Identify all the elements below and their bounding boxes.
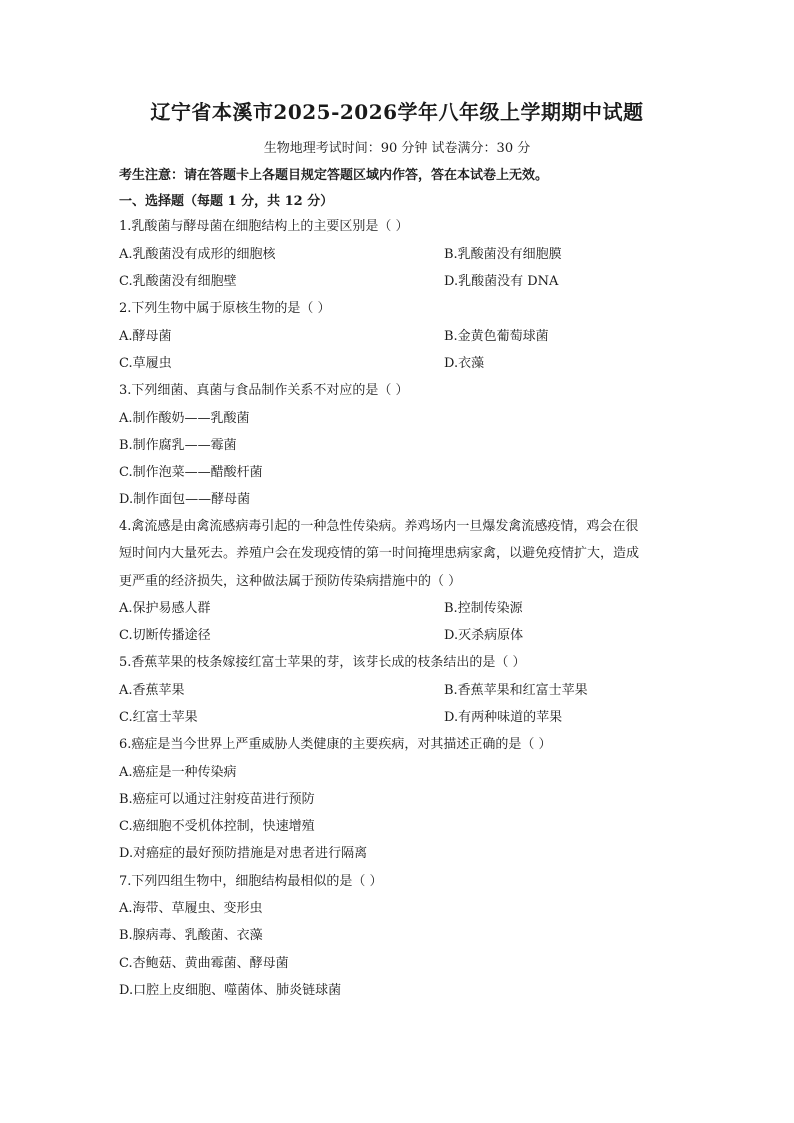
question-5-option-a: A.香蕉苹果 bbox=[119, 683, 185, 698]
exam-title: 辽宁省本溪市2025-2026学年八年级上学期期中试题 bbox=[150, 100, 644, 124]
question-7-option-a: A.海带、草履虫、变形虫 bbox=[119, 901, 263, 916]
question-4-option-d: D.灭杀病原体 bbox=[444, 628, 524, 643]
question-2-stem: 2.下列生物中属于原核生物的是（ ） bbox=[119, 301, 331, 316]
question-5-option-b: B.香蕉苹果和红富士苹果 bbox=[444, 683, 588, 698]
question-5-stem: 5.香蕉苹果的枝条嫁接红富士苹果的芽，该芽长成的枝条结出的是（ ） bbox=[119, 655, 526, 670]
question-7-option-d: D.口腔上皮细胞、噬菌体、肺炎链球菌 bbox=[119, 983, 342, 998]
question-4-stem-line-3: 更严重的经济损失，这种做法属于预防传染病措施中的（ ） bbox=[119, 574, 462, 589]
question-2-option-a: A.酵母菌 bbox=[119, 329, 172, 344]
question-6-option-b: B.癌症可以通过注射疫苗进行预防 bbox=[119, 792, 315, 807]
question-3-option-b: B.制作腐乳——霉菌 bbox=[119, 438, 237, 453]
exam-subtitle: 生物地理考试时间：90 分钟 试卷满分：30 分 bbox=[263, 141, 531, 156]
question-4-option-a: A.保护易感人群 bbox=[119, 601, 211, 616]
question-1-option-d: D.乳酸菌没有 DNA bbox=[444, 274, 559, 289]
question-7-option-b: B.腺病毒、乳酸菌、衣藻 bbox=[119, 928, 263, 943]
section-heading: 一、选择题（每题 1 分，共 12 分） bbox=[119, 194, 334, 209]
question-1-option-b: B.乳酸菌没有细胞膜 bbox=[444, 247, 562, 262]
question-4-stem-line-1: 4.禽流感是由禽流感病毒引起的一种急性传染病。养鸡场内一旦爆发禽流感疫情，鸡会在很 bbox=[119, 519, 639, 534]
question-1-option-a: A.乳酸菌没有成形的细胞核 bbox=[119, 247, 276, 262]
question-4-option-b: B.控制传染源 bbox=[444, 601, 523, 616]
question-7-option-c: C.杏鲍菇、黄曲霉菌、酵母菌 bbox=[119, 956, 289, 971]
question-3-option-d: D.制作面包——酵母菌 bbox=[119, 492, 251, 507]
question-1-option-c: C.乳酸菌没有细胞壁 bbox=[119, 274, 237, 289]
question-3-option-c: C.制作泡菜——醋酸杆菌 bbox=[119, 465, 263, 480]
question-6-option-d: D.对癌症的最好预防措施是对患者进行隔离 bbox=[119, 846, 368, 861]
exam-notice: 考生注意：请在答题卡上各题目规定答题区域内作答，答在本试卷上无效。 bbox=[119, 168, 549, 183]
question-2-option-b: B.金黄色葡萄球菌 bbox=[444, 329, 549, 344]
question-4-stem-line-2: 短时间内大量死去。养殖户会在发现疫情的第一时间掩埋患病家禽，以避免疫情扩大，造成 bbox=[119, 546, 640, 561]
question-3-option-a: A.制作酸奶——乳酸菌 bbox=[119, 411, 250, 426]
question-2-option-c: C.草履虫 bbox=[119, 356, 172, 371]
question-4-option-c: C.切断传播途径 bbox=[119, 628, 211, 643]
question-1-stem: 1.乳酸菌与酵母菌在细胞结构上的主要区别是（ ） bbox=[119, 219, 409, 234]
question-7-stem: 7.下列四组生物中，细胞结构最相似的是（ ） bbox=[119, 874, 383, 889]
question-5-option-d: D.有两种味道的苹果 bbox=[444, 710, 563, 725]
question-6-option-c: C.癌细胞不受机体控制，快速增殖 bbox=[119, 819, 315, 834]
question-5-option-c: C.红富士苹果 bbox=[119, 710, 198, 725]
question-6-option-a: A.癌症是一种传染病 bbox=[119, 765, 237, 780]
question-6-stem: 6.癌症是当今世界上严重威胁人类健康的主要疾病，对其描述正确的是（ ） bbox=[119, 737, 552, 752]
question-2-option-d: D.衣藻 bbox=[444, 356, 485, 371]
question-3-stem: 3.下列细菌、真菌与食品制作关系不对应的是（ ） bbox=[119, 383, 409, 398]
